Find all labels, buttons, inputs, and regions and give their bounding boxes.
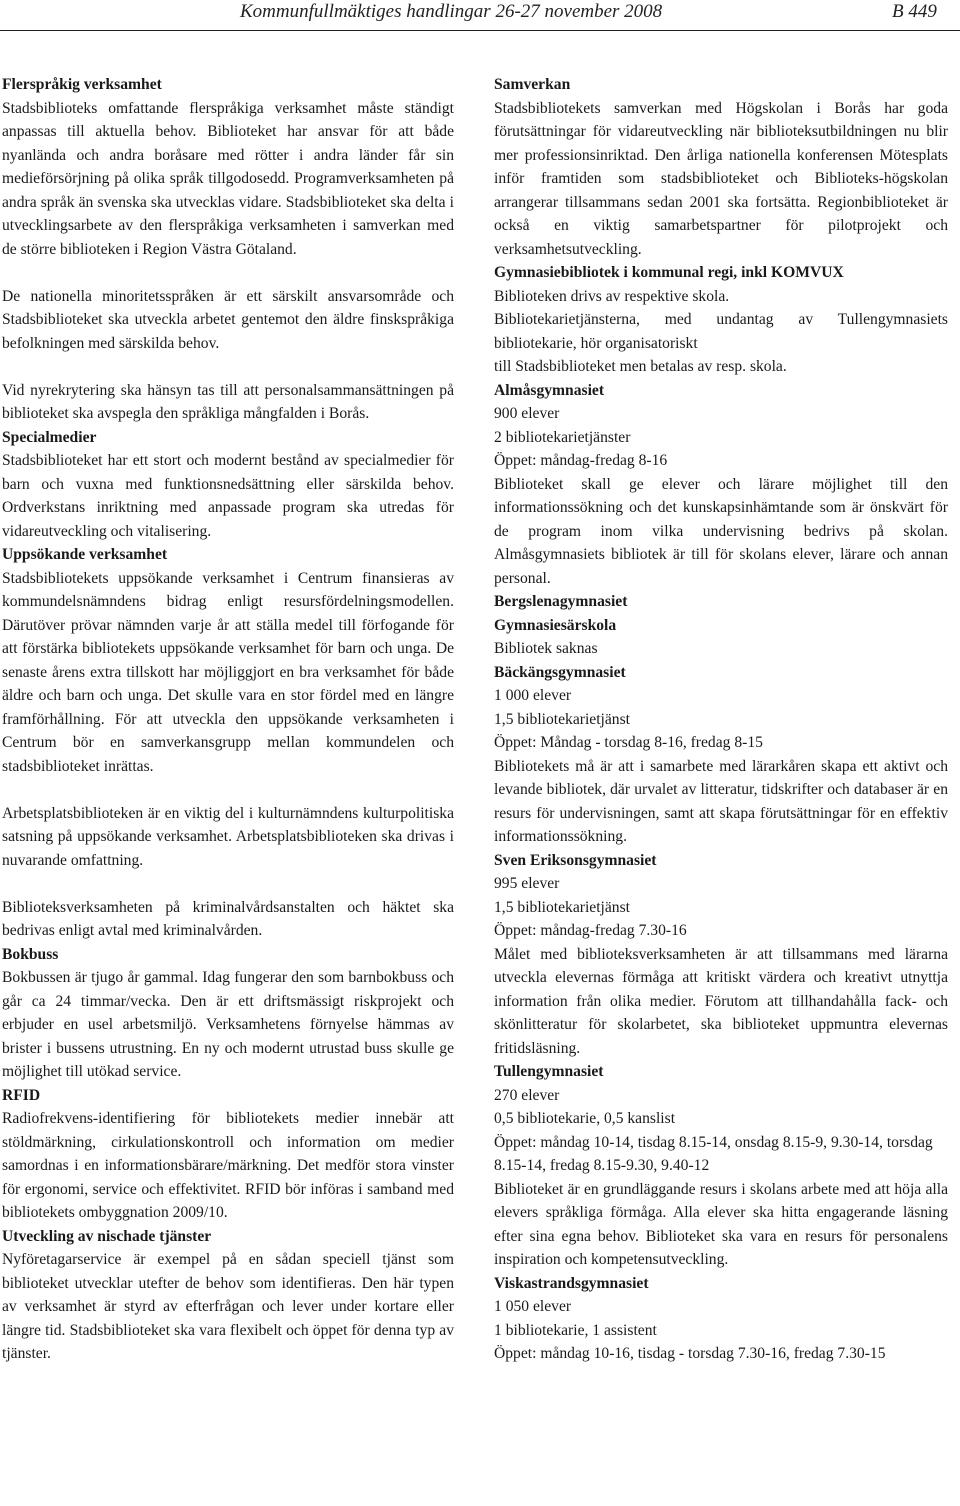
section-heading: RFID (2, 1086, 41, 1104)
student-count: 900 elever (494, 405, 560, 422)
opening-hours: Öppet: måndag-fredag 8-16 (494, 452, 668, 469)
section-heading: Gymnasiesärskola (494, 616, 617, 634)
section-heading: Viskastrandsgymnasiet (494, 1274, 649, 1292)
section-heading: Sven Eriksonsgymnasiet (494, 851, 657, 869)
section-nischade-tjanster (2, 1225, 454, 1366)
text-line: Bibliotekarietjänsterna, med undantag av Tullengymnasiets bibliotekarie, hör organisatoriskt (494, 311, 948, 352)
section-heading: Bergslenagymnasiet (494, 593, 628, 610)
section-sven-eriksonsgymnasiet (494, 849, 948, 1061)
staffing: 1,5 bibliotekarietjänst (494, 898, 630, 916)
paragraph: Bibliotek saknas (494, 640, 598, 657)
paragraph: Stadsbibliotekets uppsökande verksamhet i Centrum finansieras av kommundelsnämndens bidrag enligt resursfördelningsmodellen. Därutöver prövar nämnden varje år att ställa medel till förfogande för att förstärka bibliotekets uppsökande verksamhet för barn och unga. De senaste årens extra tillskott har möjliggjort en bra verksamhet för både äldre och barn och unga. Det skulle vara en stor fördel med en längre framförhållning. För att utveckla den uppsökande verksamheten i Centrum bör en samverkansgrupp mellan kommundelen och stadsbiblioteket inrättas. (2, 569, 454, 775)
paragraph: Radiofrekvens-identifiering för bibliotekets medier innebär att stöldmärkning, cirkulationskontroll och information om medier samordnas i en informationsbärare/märkning. Det medför stora vinster för ergonomi, service och effektivitet. RFID bör införas i samband med bibliotekets ombyggnation 2009/10. (2, 1110, 454, 1221)
paragraph: Biblioteksverksamheten på kriminalvårdsanstalten och häktet ska bedrivas enligt avtal med kriminalvården. (2, 898, 454, 939)
page-number: B 449 (892, 1, 937, 22)
section-heading: Bokbuss (2, 945, 59, 963)
section-backangsgymnasiet (494, 661, 948, 849)
section-tullengymnasiet (494, 1060, 948, 1272)
right-column (494, 73, 948, 1366)
section-heading: Almåsgymnasiet (494, 381, 605, 399)
paragraph: Biblioteket skall ge elever och lärare möjlighet till den informationssökning och det kunskapsinhämtande som är önskvärt för de program inom vilka undervisning bedrivs på skolan. Almåsgymnasiets bibliotek är till för skolans elever, lärare och annan personal. (494, 475, 948, 587)
section-heading: Flerspråkig verksamhet (2, 76, 162, 93)
paragraph: Vid nyrekrytering ska hänsyn tas till att personalsammansättningen på biblioteket ska avspegla den språkliga mångfalden i Borås. (2, 381, 454, 422)
section-rfid (2, 1084, 454, 1225)
staffing: 1 bibliotekarie, 1 assistent (494, 1321, 657, 1339)
opening-hours: Öppet: måndag 10-14, tisdag 8.15-14, onsdag 8.15-9, 9.30-14, torsdag 8.15-14, fredag 8.15-9.30, 9.40-12 (494, 1133, 933, 1174)
opening-hours: Öppet: måndag 10-16, tisdag - torsdag 7.30-16, fredag 7.30-15 (494, 1345, 886, 1362)
section-samverkan (494, 73, 948, 261)
section-almasgymnasiet (494, 379, 948, 591)
section-heading: Specialmedier (2, 428, 97, 446)
text-line: Biblioteken drivs av respektive skola. (494, 287, 730, 305)
paragraph: Arbetsplatsbiblioteken är en viktig del i kulturnämndens kulturpolitiska satsning på uppsökande verksamhet. Arbetsplatsbiblioteken ska drivas i nuvarande omfattning. (2, 804, 454, 869)
section-heading: Uppsökande verksamhet (2, 546, 168, 563)
paragraph: Bibliotekets må är att i samarbete med lärarkåren skapa ett aktivt och levande bibliotek, där urvalet av litteratur, tidskrifter och databaser är en resurs för undervisningen, samt att skapa förutsättningar för en effektiv informationssökning. (494, 757, 948, 845)
opening-hours: Öppet: Måndag - torsdag 8-16, fredag 8-15 (494, 734, 763, 751)
staffing: 0,5 bibliotekarie, 0,5 kanslist (494, 1110, 676, 1127)
student-count: 995 elever (494, 875, 560, 892)
section-bokbuss (2, 943, 454, 1084)
section-heading: Samverkan (494, 76, 571, 93)
paragraph: Nyföretagarservice är exempel på en sådan speciell tjänst som biblioteket utvecklar utefter de behov som identifieras. Den här typen av verksamhet är styrd av efterfrågan och lever under kortare eller längre tid. Stadsbiblioteket ska vara flexibelt och öppet för denna typ av tjänster. (2, 1251, 454, 1362)
section-heading: Utveckling av nischade tjänster (2, 1227, 212, 1245)
section-viskastrandsgymnasiet (494, 1272, 948, 1366)
text-line: till Stadsbiblioteket men betalas av resp. skola. (494, 358, 787, 375)
student-count: 1 000 elever (494, 687, 572, 704)
section-specialmedier (2, 426, 454, 544)
section-flersprakig (2, 73, 454, 426)
paragraph (494, 285, 948, 379)
section-heading: Bäckängsgymnasiet (494, 663, 626, 681)
left-column (2, 73, 454, 1366)
paragraph: Bokbussen är tjugo år gammal. Idag fungerar den som barnbokbuss och går ca 24 timmar/vecka. Den är ett driftsmässigt riskprojekt och erbjuder en usel arbetsmiljö. Verksamhetens förnyelse hämmas av brister i bussens utrustning. En ny och modernt utrustad buss skulle ge möjlighet till utökad service. (2, 969, 454, 1080)
header-rule (0, 30, 960, 31)
paragraph: Målet med biblioteksverksamheten är att tillsammans med lärarna utveckla elevernas förmåga att kritiskt värdera och kreativt utnyttja information från olika medier. Förutom att tillhandahålla fack- och skönlitteratur för skolarbetet, ska biblioteket uppmuntra elevernas fritidsläsning. (494, 945, 948, 1057)
section-bergslenagymnasiet (494, 590, 948, 661)
paragraph: Stadsbiblioteks omfattande flerspråkiga verksamhet måste ständigt anpassas till aktuella behov. Biblioteket har ansvar för att både nyanlända och andra boråsare med rötter i andra länder får sin medieförsörjning på olika språk tillgodosedd. Programverksamheten på andra språk än svenska ska utvecklas vidare. Stadsbiblioteket ska delta i utvecklingsarbete av den flerspråkiga verksamheten i samverkan med de större biblioteken i Region Västra Götaland. (2, 99, 454, 258)
staffing: 2 bibliotekarietjänster (494, 428, 631, 446)
staffing: 1,5 bibliotekarietjänst (494, 710, 630, 728)
student-count: 1 050 elever (494, 1298, 572, 1315)
page-header (0, 0, 960, 28)
header-title: Kommunfullmäktiges handlingar 26-27 november 2008 (240, 1, 663, 22)
paragraph: Stadsbibliotekets samverkan med Högskolan i Borås har goda förutsättningar för vidareutveckling när biblioteksutbildningen nu blir mer professionsinriktad. Den årliga nationella konferensen Mötesplats inför framtiden som stadsbiblioteket och Biblioteks-högskolan arrangerar tillsammans sedan 2001 ska fortsätta. Regionbiblioteket är också en viktig samarbetspartner för pilotprojekt och verksamhetsutveckling. (494, 99, 948, 258)
section-uppsokande (2, 543, 454, 943)
paragraph: De nationella minoritetsspråken är ett särskilt ansvarsområde och Stadsbiblioteket ska utveckla arbetet gentemot den äldre finskspråkiga befolkningen med särskilda behov. (2, 287, 454, 352)
section-heading: Gymnasiebibliotek i kommunal regi, inkl KOMVUX (494, 264, 844, 281)
section-heading: Tullengymnasiet (494, 1063, 604, 1080)
paragraph: Stadsbiblioteket har ett stort och modernt bestånd av specialmedier för barn och vuxna med funktionsnedsättning eller särskilda behov. Ordverkstans inriktning med anpassade program ska utredas för vidareutveckling och vitalisering. (2, 452, 454, 540)
opening-hours: Öppet: måndag-fredag 7.30-16 (494, 922, 687, 939)
student-count: 270 elever (494, 1086, 560, 1104)
section-gymnasiebibliotek (494, 261, 948, 379)
paragraph: Biblioteket är en grundläggande resurs i skolans arbete med att höja alla elevers språkliga förmåga. Alla elever ska hitta engagerande läsning efter sina egna behov. Biblioteket ska vara en resurs för personalens inspiration och kompetensutveckling. (494, 1180, 948, 1268)
